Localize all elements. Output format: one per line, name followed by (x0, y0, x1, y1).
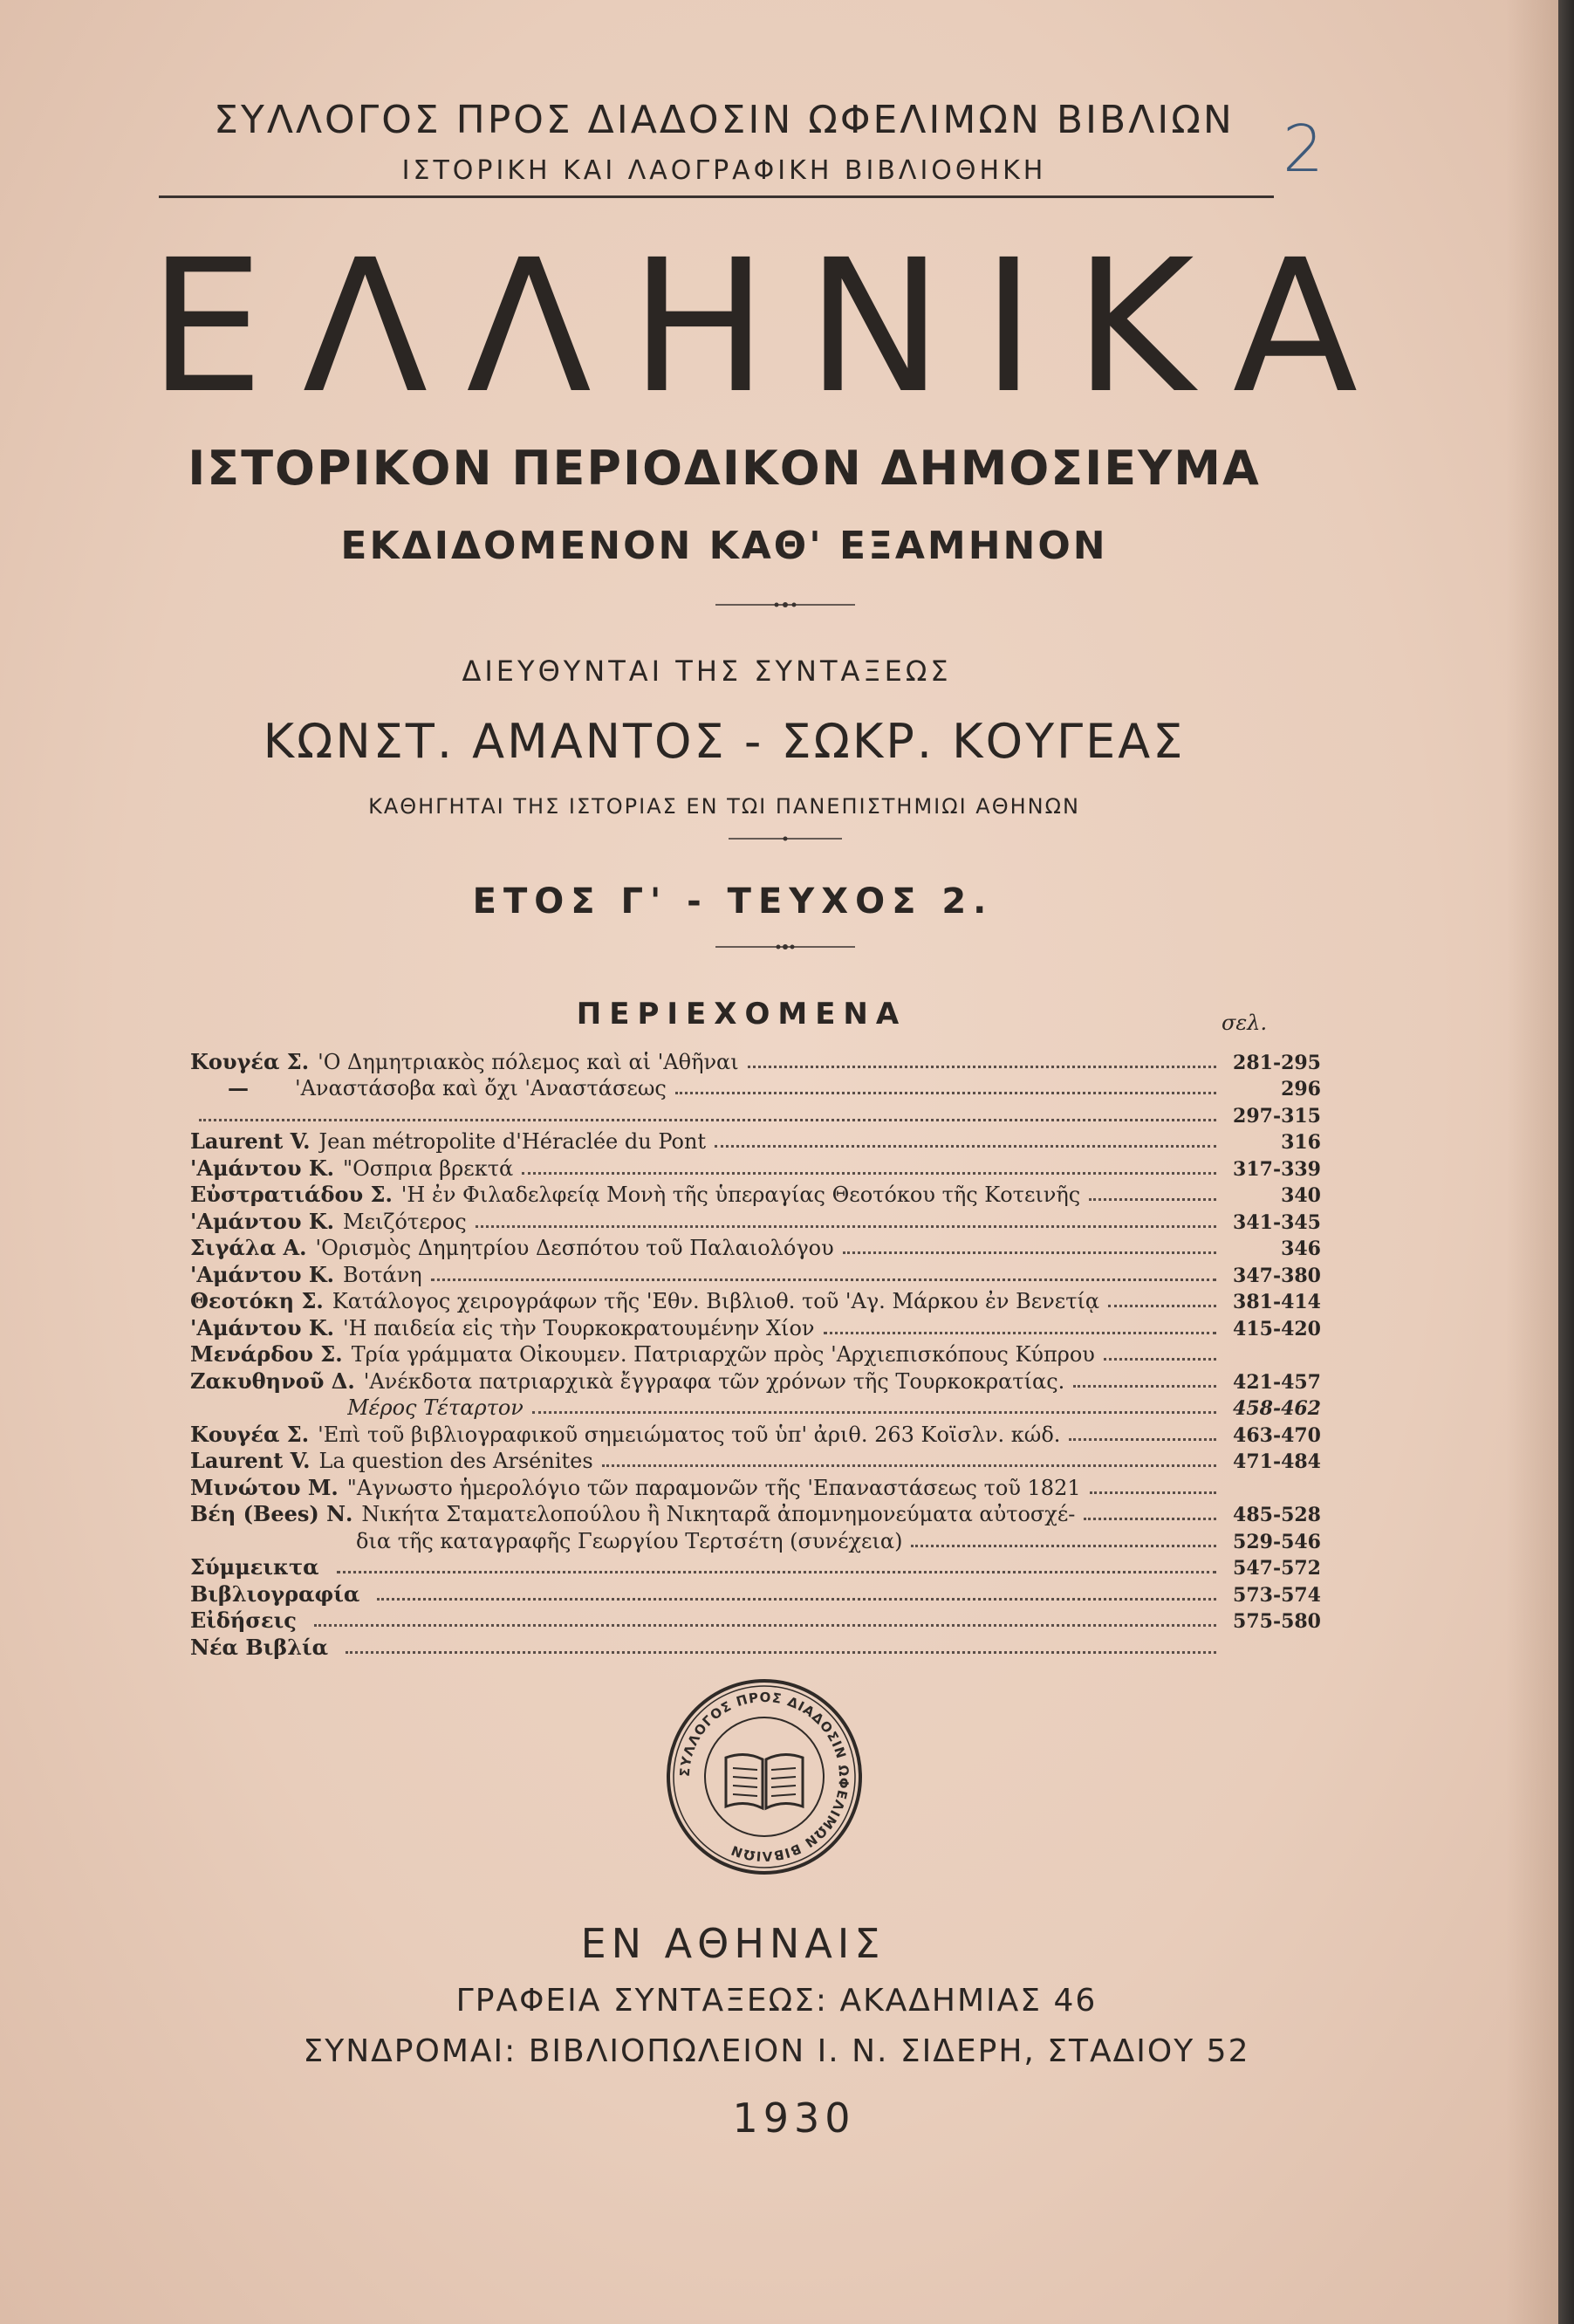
toc-entry (190, 1394, 1321, 1421)
toc-entry (190, 1181, 1321, 1208)
ornament-divider (541, 943, 1030, 951)
toc-entry-title: "Αγνωστο ἡμερολόγιο τῶν παραμονῶν τῆς 'Επαναστάσεως τοῦ 1821 (346, 1475, 1081, 1500)
toc-entry-author: Βιβλιογραφία (190, 1580, 360, 1607)
toc-entry-author: Μενάρδου Σ. (190, 1341, 343, 1367)
toc-entry-pages: 296 (1281, 1078, 1321, 1100)
toc-entry-title: "Οσπρια βρεκτά (343, 1155, 514, 1181)
toc-leader-dots (843, 1251, 1216, 1254)
toc-entry (190, 1633, 1321, 1660)
toc-leader-dots (431, 1279, 1216, 1281)
toc-entry-pages: 471-484 (1233, 1450, 1321, 1473)
toc-entry-title: Βοτάνη (343, 1262, 422, 1287)
issue-label: ΕΤΟΣ Γ' - ΤΕΥΧΟΣ 2. (472, 881, 994, 922)
toc-entry-author: 'Αμάντου Κ. (190, 1314, 335, 1340)
toc-entry (190, 1500, 1321, 1527)
toc-entry (190, 1074, 1321, 1101)
toc-entry (190, 1447, 1321, 1474)
contents-heading: ΠΕΡΙΕΧΟΜΕΝΑ (576, 997, 907, 1032)
toc-entry-title: 'Ορισμὸς Δημητρίου Δεσπότου τοῦ Παλαιολόγου (315, 1236, 834, 1260)
toc-entry-title: Μέρος Τέταρτον (347, 1395, 524, 1420)
toc-leader-dots (602, 1464, 1216, 1467)
toc-entry-pages: 346 (1281, 1237, 1321, 1260)
toc-entry-title: 'Επὶ τοῦ βιβλιογραφικοῦ σημειώματος τοῦ ὑπ' ἀριθ. 263 Κοϊσλν. κώδ. (318, 1422, 1061, 1447)
toc-leader-dots (824, 1332, 1216, 1334)
table-of-contents (190, 1047, 1321, 1660)
toc-leader-dots (1104, 1358, 1216, 1361)
toc-entry-pages: 421-457 (1233, 1370, 1321, 1394)
toc-entry (190, 1047, 1321, 1074)
svg-text:ΣΥΛΛΟΓΟΣ ΠΡΟΣ ΔΙΑΔΟΣΙΝ ΩΦΕΛΙΜΩ (677, 1690, 852, 1864)
society-name: ΣΥΛΛΟΓΟΣ ΠΡΟΣ ΔΙΑΔΟΣΙΝ ΩΦΕΛΙΜΩΝ ΒΙΒΛΙΩΝ (214, 98, 1235, 142)
toc-entry (190, 1473, 1321, 1500)
toc-leader-dots (675, 1092, 1216, 1094)
toc-entry (190, 1154, 1321, 1181)
toc-entry (190, 1340, 1321, 1368)
toc-entry-pages: 340 (1281, 1184, 1321, 1207)
toc-entry-pages: 316 (1281, 1131, 1321, 1154)
ornament-divider (541, 600, 1030, 609)
seal-ring-text: ΣΥΛΛΟΓΟΣ ΠΡΟΣ ΔΙΑΔΟΣΙΝ ΩΦΕΛΙΜΩΝ ΒΙΒΛΙΩΝ (676, 1689, 852, 1865)
toc-leader-dots (476, 1225, 1216, 1228)
toc-entry-author: — (228, 1075, 249, 1100)
toc-leader-dots (1108, 1305, 1216, 1307)
toc-entry-pages: 575-580 (1233, 1610, 1321, 1633)
toc-entry-author: Κουγέα Σ. (190, 1421, 310, 1447)
toc-leader-dots (346, 1651, 1216, 1654)
toc-entry-title: Νικήτα Σταματελοπούλου ἢ Νικηταρᾶ ἀπομνημονεύματα αὐτοσχέ- (361, 1502, 1076, 1526)
toc-entry-author: 'Αμάντου Κ. (190, 1208, 335, 1234)
toc-entry-pages: 463-470 (1233, 1423, 1321, 1447)
series-name: ΙΣΤΟΡΙΚΗ ΚΑΙ ΛΑΟΓΡΑΦΙΚΗ ΒΙΒΛΙΟΘΗΚΗ (401, 155, 1047, 186)
toc-entry (190, 1287, 1321, 1314)
journal-subtitle: ΙΣΤΟΡΙΚΟΝ ΠΕΡΙΟΔΙΚΟΝ ΔΗΜΟΣΙΕΥΜΑ (188, 441, 1261, 496)
toc-entry (190, 1100, 1321, 1128)
imprint-offices: ΓΡΑΦΕΙΑ ΣΥΝΤΑΞΕΩΣ: ΑΚΑΔΗΜΙΑΣ 46 (455, 1983, 1098, 2019)
toc-entry-pages: 547-572 (1233, 1557, 1321, 1580)
toc-leader-dots (715, 1145, 1216, 1148)
toc-leader-dots (532, 1411, 1216, 1414)
journal-title: ΕΛΛΗΝΙΚΑ (148, 220, 1397, 434)
toc-entry (190, 1553, 1321, 1580)
journal-frequency: ΕΚΔΙΔΟΜΕΝΟΝ ΚΑΘ' ΕΞΑΜΗΝΟΝ (340, 524, 1108, 568)
toc-entry-title: Μειζότερος (343, 1209, 467, 1234)
toc-entry-pages: 381-414 (1233, 1291, 1321, 1313)
toc-leader-dots (911, 1545, 1216, 1547)
toc-entry-pages: 485-528 (1233, 1504, 1321, 1526)
ornament-divider (541, 834, 1030, 843)
toc-leader-dots (1084, 1518, 1216, 1520)
toc-entry-pages: 573-574 (1233, 1583, 1321, 1607)
editors-positions: ΚΑΘΗΓΗΤΑΙ ΤΗΣ ΙΣΤΟΡΙΑΣ ΕΝ ΤΩΙ ΠΑΝΕΠΙΣΤΗΜΙΩΙ ΑΘΗΝΩΝ (368, 794, 1080, 819)
toc-leader-dots (1069, 1438, 1216, 1441)
toc-entry-pages: 458-462 (1233, 1397, 1321, 1420)
toc-entry-author: 'Αμάντου Κ. (190, 1155, 335, 1181)
toc-leader-dots (1089, 1198, 1216, 1201)
toc-entry-pages: 297-315 (1233, 1104, 1321, 1128)
toc-entry (190, 1420, 1321, 1447)
society-seal (665, 1677, 864, 1876)
toc-leader-dots (337, 1571, 1216, 1573)
toc-entry-pages: 281-295 (1233, 1051, 1321, 1074)
toc-entry-author: Ζακυθηνοῦ Δ. (190, 1368, 355, 1394)
toc-entry (190, 1526, 1321, 1553)
toc-entry (190, 1234, 1321, 1261)
toc-leader-dots (522, 1172, 1216, 1175)
toc-entry (190, 1313, 1321, 1340)
toc-entry-author: Θεοτόκη Σ. (190, 1288, 324, 1313)
toc-leader-dots (377, 1598, 1216, 1601)
book-spine-edge (1558, 0, 1574, 2324)
toc-entry-title: δια τῆς καταγραφῆς Γεωργίου Τερτσέτη (συνέχεια) (356, 1528, 903, 1553)
toc-entry-title: 'Ο Δημητριακὸς πόλεμος καὶ αἱ 'Αθῆναι (318, 1049, 739, 1074)
toc-entry-pages: 341-345 (1233, 1210, 1321, 1234)
toc-entry-title: 'Η παιδεία εἰς τὴν Τουρκοκρατουμένην Χίον (343, 1315, 815, 1340)
pages-column-label: σελ. (1222, 1011, 1268, 1035)
toc-entry-pages: 347-380 (1233, 1264, 1321, 1287)
handwritten-page-number: 2 (1283, 112, 1324, 187)
toc-entry-pages: 529-546 (1233, 1530, 1321, 1553)
editors-label: ΔΙΕΥΘΥΝΤΑΙ ΤΗΣ ΣΥΝΤΑΞΕΩΣ (462, 655, 952, 688)
toc-entry-title: Κατάλογος χειρογράφων τῆς 'Εθν. Βιβλιοθ. τοῦ 'Αγ. Μάρκου ἐν Βενετίᾳ (332, 1289, 1100, 1313)
toc-entry (190, 1128, 1321, 1155)
toc-entry-author: Εἰδήσεις (190, 1608, 297, 1633)
toc-entry-author: Laurent V. (190, 1128, 311, 1154)
toc-entry-title: 'Ανέκδοτα πατριαρχικὰ ἔγγραφα τῶν χρόνων τῆς Τουρκοκρατίας. (363, 1368, 1065, 1394)
toc-entry (190, 1580, 1321, 1607)
toc-entry (190, 1367, 1321, 1394)
toc-leader-dots (1073, 1385, 1216, 1388)
toc-entry (190, 1260, 1321, 1287)
toc-entry-author: Εὐστρατιάδου Σ. (190, 1182, 393, 1207)
toc-entry-pages: 317-339 (1233, 1157, 1321, 1181)
toc-leader-dots (199, 1119, 1216, 1121)
toc-entry-title: Jean métropolite d'Héraclée du Pont (318, 1129, 707, 1154)
toc-entry-author: 'Αμάντου Κ. (190, 1261, 335, 1287)
imprint-year: 1930 (732, 2094, 856, 2142)
open-book-icon (726, 1754, 803, 1808)
toc-leader-dots (314, 1624, 1216, 1627)
toc-entry-title: La question des Arsénites (318, 1449, 593, 1473)
toc-entry-author: Σύμμεικτα (190, 1554, 319, 1580)
toc-entry-author: Σιγάλα Α. (190, 1235, 307, 1260)
editors-names: ΚΩΝΣΤ. ΑΜΑΝΤΟΣ - ΣΩΚΡ. ΚΟΥΓΕΑΣ (263, 714, 1186, 769)
toc-entry-author: Μινώτου Μ. (190, 1474, 339, 1500)
toc-leader-dots (748, 1066, 1216, 1068)
toc-entry-title: 'Η ἐν Φιλαδελφείᾳ Μονὴ τῆς ὑπεραγίας Θεοτόκου τῆς Κοτεινῆς (400, 1183, 1081, 1207)
imprint-subscriptions: ΣΥΝΔΡΟΜΑΙ: ΒΙΒΛΙΟΠΩΛΕΙΟΝ Ι. Ν. ΣΙΔΕΡΗ, ΣΤΑΔΙΟΥ 52 (303, 2033, 1250, 2069)
header-rule (159, 195, 1274, 198)
toc-entry-title: 'Αναστάσοβα καὶ ὄχι 'Αναστάσεως (295, 1076, 667, 1100)
toc-entry (190, 1207, 1321, 1234)
toc-entry-author: Laurent V. (190, 1448, 311, 1473)
imprint-city: ΕΝ ΑΘΗΝΑΙΣ (580, 1920, 886, 1967)
toc-entry-author: Βέη (Bees) Ν. (190, 1501, 353, 1526)
toc-entry-pages: 415-420 (1233, 1317, 1321, 1340)
toc-leader-dots (1090, 1491, 1216, 1494)
toc-entry-author: Κουγέα Σ. (190, 1048, 310, 1074)
toc-entry-title: Τρία γράμματα Οἰκουμεν. Πατριαρχῶν πρὸς 'Αρχιεπισκόπους Κύπρου (351, 1342, 1095, 1367)
toc-entry (190, 1607, 1321, 1634)
toc-entry-author: Νέα Βιβλία (190, 1634, 329, 1660)
